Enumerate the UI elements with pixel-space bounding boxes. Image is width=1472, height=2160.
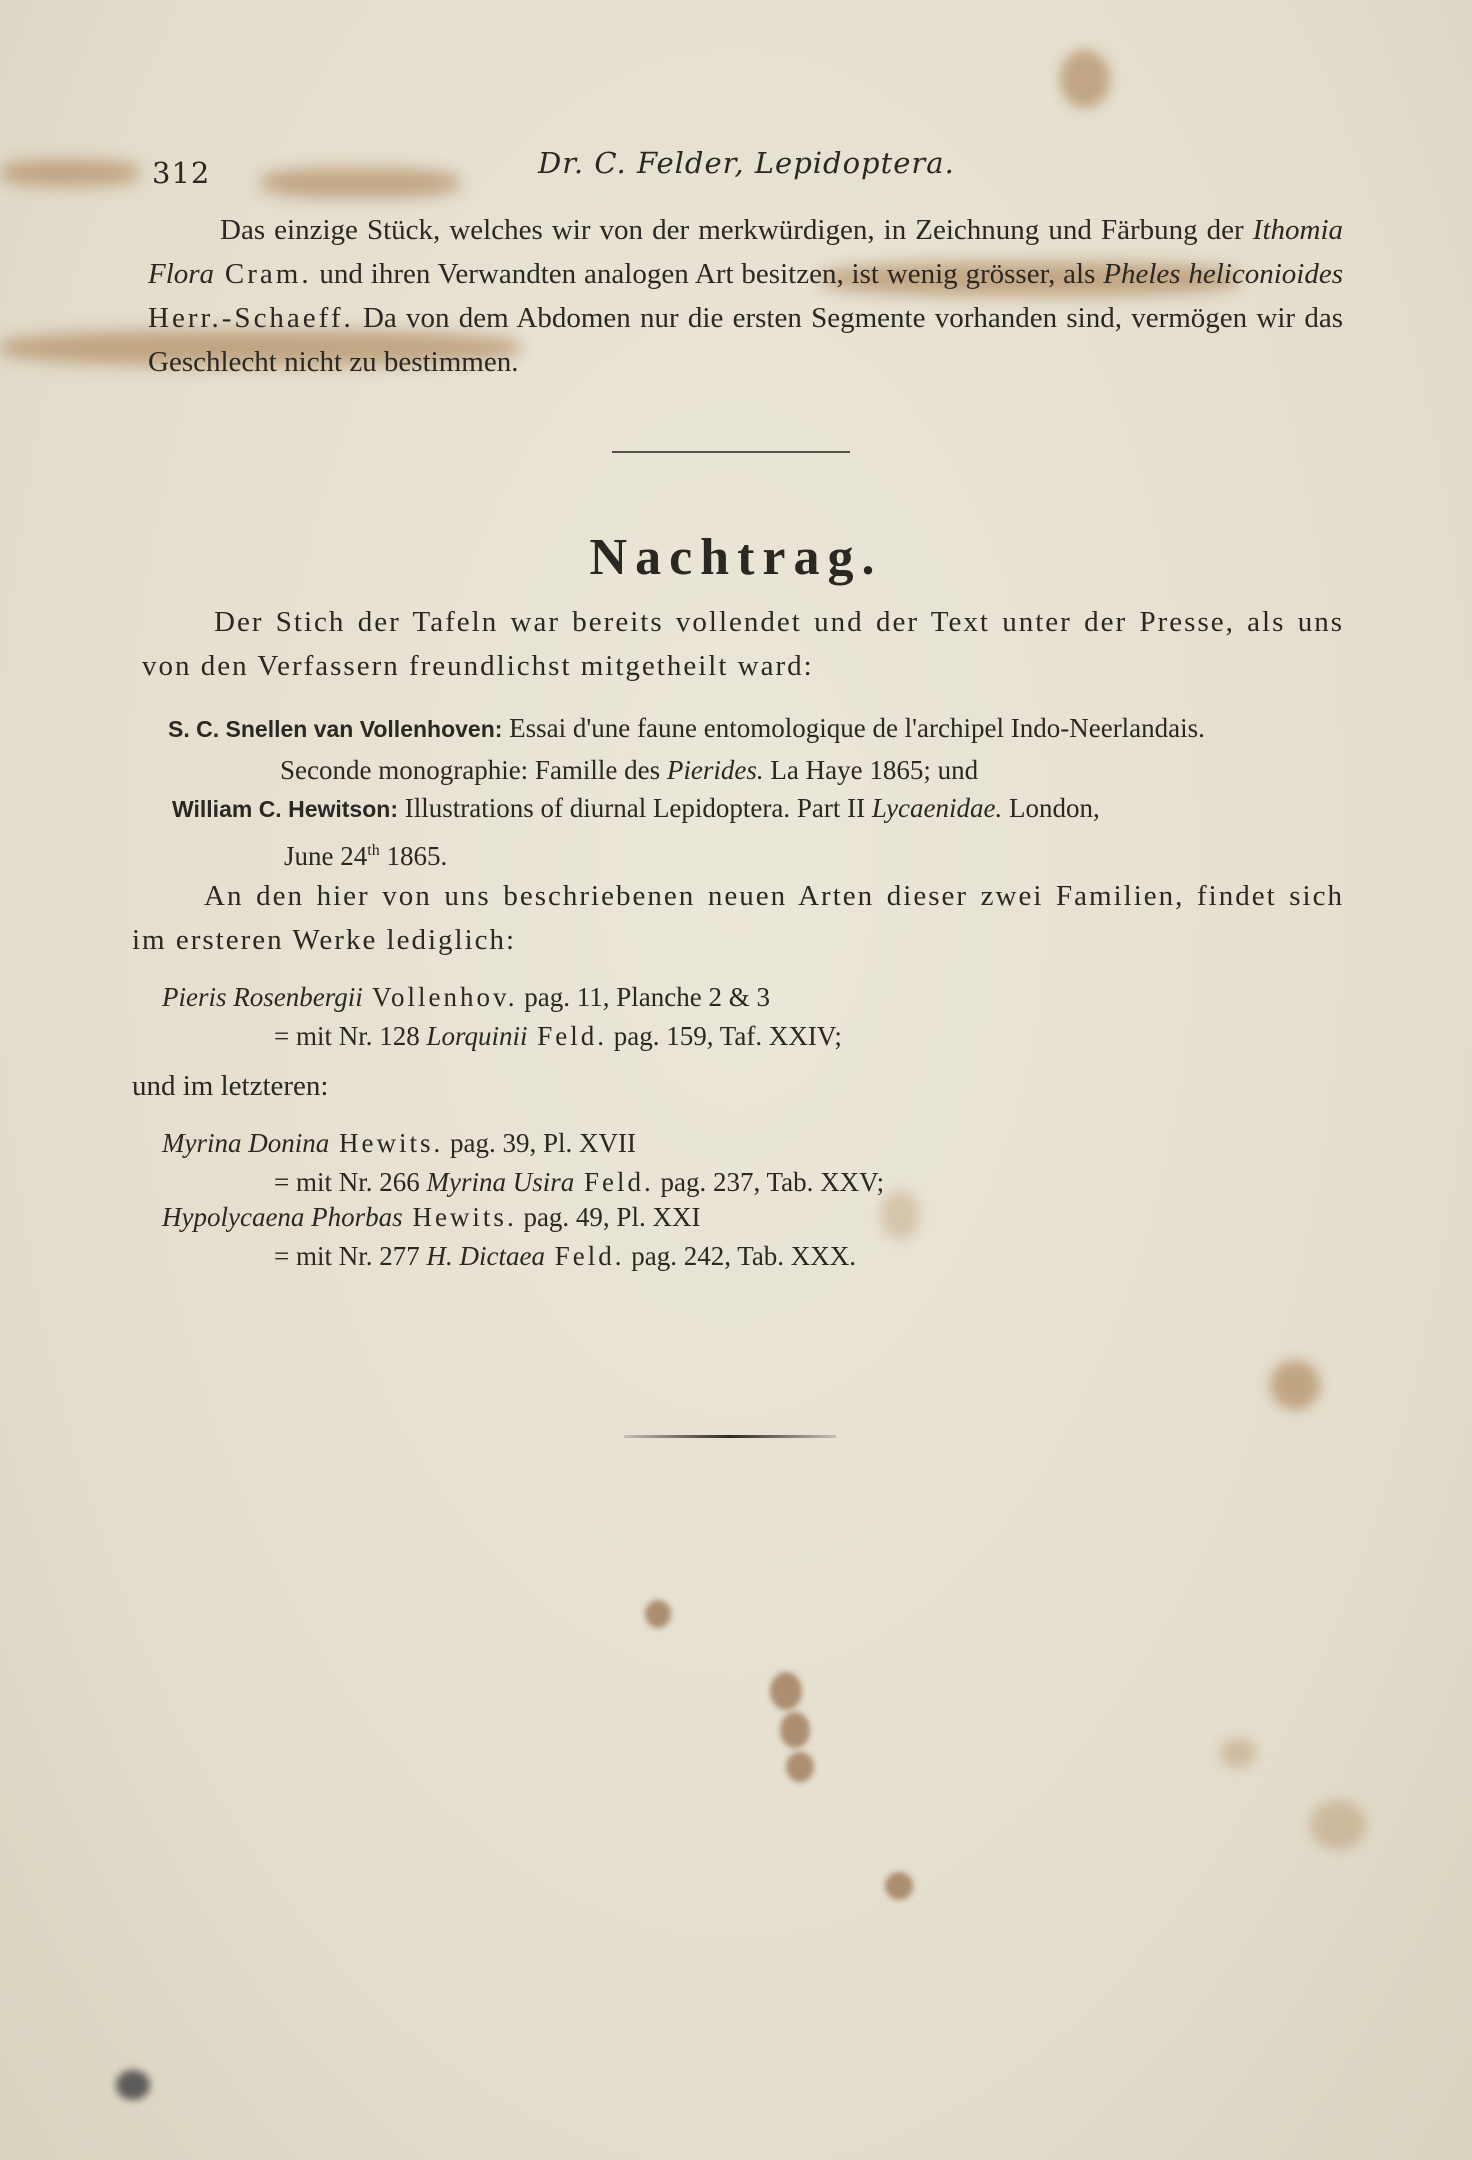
- species-name: H. Dictaea: [426, 1241, 545, 1271]
- paragraph-2: Der Stich der Tafeln war bereits vollendet und der Text unter der Presse, als uns von den Verfassern freundlichst mitgetheilt ward:: [142, 606, 1344, 682]
- species-name: Myrina Donina: [162, 1128, 330, 1158]
- author-abbrev: Herr.-Schaeff.: [148, 302, 354, 334]
- stain-spot: [1270, 1360, 1320, 1410]
- page-number: 312: [152, 156, 211, 190]
- stain-spot: [1060, 50, 1110, 108]
- species-name: Hypolycaena Phorbas: [162, 1202, 403, 1232]
- reference-line: [168, 708, 1348, 750]
- species-line: [162, 1017, 842, 1056]
- citation: pag. 39, Pl. XVII: [443, 1128, 636, 1158]
- species-name: Lorquinii: [426, 1021, 528, 1051]
- ordinal-suffix: th: [367, 842, 380, 859]
- author-abbrev: Hewits.: [402, 1202, 517, 1232]
- reference-vollenhoven: [168, 708, 1348, 791]
- species-line: [162, 1237, 856, 1276]
- paragraph-1: [148, 208, 1343, 384]
- species-line: [162, 1163, 884, 1202]
- section-divider: [612, 451, 850, 453]
- citation: = mit Nr. 128: [274, 1021, 427, 1051]
- reference-hewitson: [172, 788, 1344, 877]
- reference-text: Illustrations of diurnal Lepidoptera. Part II: [397, 793, 872, 823]
- paragraph-3: An den hier von uns beschriebenen neuen Arten dieser zwei Familien, findet sich im ersteren Werke lediglich:: [132, 880, 1344, 956]
- stain-spot: [1220, 1738, 1256, 1768]
- author-abbrev: Cram.: [214, 258, 312, 290]
- stain-spot: [645, 1600, 671, 1628]
- species-line: [162, 1198, 856, 1237]
- citation: = mit Nr. 277: [274, 1241, 427, 1271]
- author-abbrev: Vollenhov.: [362, 982, 518, 1012]
- author-abbrev: Feld.: [544, 1241, 625, 1271]
- species-line: [162, 978, 842, 1017]
- reference-text: Essai d'une faune entomologique de l'archipel Indo-Neerlandais.: [502, 713, 1205, 743]
- citation: pag. 11, Planche 2 & 3: [517, 982, 770, 1012]
- species-entry-pieris: [162, 978, 842, 1056]
- running-head: Dr. C. Felder, Lepidoptera.: [538, 146, 955, 180]
- reference-italic: Pierides.: [666, 755, 764, 785]
- author-abbrev: Feld.: [527, 1021, 608, 1051]
- text: und ihren Verwandten analogen Art besitzen, ist wenig grösser, als: [311, 258, 1104, 290]
- species-name: Pheles heliconioides: [1103, 258, 1344, 290]
- reference-text: London,: [1002, 793, 1100, 823]
- reference-text: June 24: [284, 841, 368, 871]
- stain-spot: [880, 1190, 920, 1240]
- text: Da von dem Abdomen nur die ersten Segmente vorhanden sind, vermögen wir das Geschlecht nicht zu bestimmen.: [148, 302, 1343, 378]
- end-ornament-rule: [624, 1435, 836, 1438]
- page-header: [148, 146, 1338, 190]
- reference-text: La Haye 1865; und: [763, 755, 979, 785]
- transition-line: und im letzteren:: [132, 1070, 329, 1102]
- reference-line: [168, 750, 1348, 791]
- author-abbrev: Hewits.: [329, 1128, 444, 1158]
- stain-spot: [780, 1712, 810, 1748]
- text: Das einzige Stück, welches wir von der merkwürdigen, in Zeichnung und Färbung der: [220, 214, 1253, 246]
- species-line: [162, 1124, 884, 1163]
- species-name: Myrina Usira: [426, 1167, 575, 1197]
- stain-spot: [1310, 1800, 1366, 1850]
- reference-text: Seconde monographie: Famille des: [280, 755, 667, 785]
- species-name: Pieris Rosenbergii: [162, 982, 363, 1012]
- species-entry-hypolycaena: [162, 1198, 856, 1276]
- reference-line: [172, 788, 1344, 830]
- reference-author: William C. Hewitson:: [172, 796, 398, 822]
- citation: pag. 242, Tab. XXX.: [624, 1241, 857, 1271]
- citation: pag. 237, Tab. XXV;: [653, 1167, 885, 1197]
- section-title: Nachtrag.: [589, 529, 883, 586]
- citation: pag. 159, Taf. XXIV;: [607, 1021, 842, 1051]
- species-entry-myrina: [162, 1124, 884, 1202]
- stain-streak: [0, 160, 140, 186]
- reference-author: S. C. Snellen van Vollenhoven:: [168, 716, 503, 742]
- reference-italic: Lycaenidae.: [871, 793, 1003, 823]
- citation: pag. 49, Pl. XXI: [516, 1202, 701, 1232]
- reference-line: [172, 830, 1344, 877]
- author-abbrev: Feld.: [574, 1167, 654, 1197]
- citation: = mit Nr. 266: [274, 1167, 427, 1197]
- stain-spot: [116, 2070, 150, 2100]
- reference-text: 1865.: [379, 841, 448, 871]
- species-name: Ithomia Flora: [148, 214, 1343, 290]
- stain-spot: [786, 1752, 814, 1782]
- stain-spot: [885, 1872, 913, 1900]
- stain-spot: [770, 1672, 802, 1710]
